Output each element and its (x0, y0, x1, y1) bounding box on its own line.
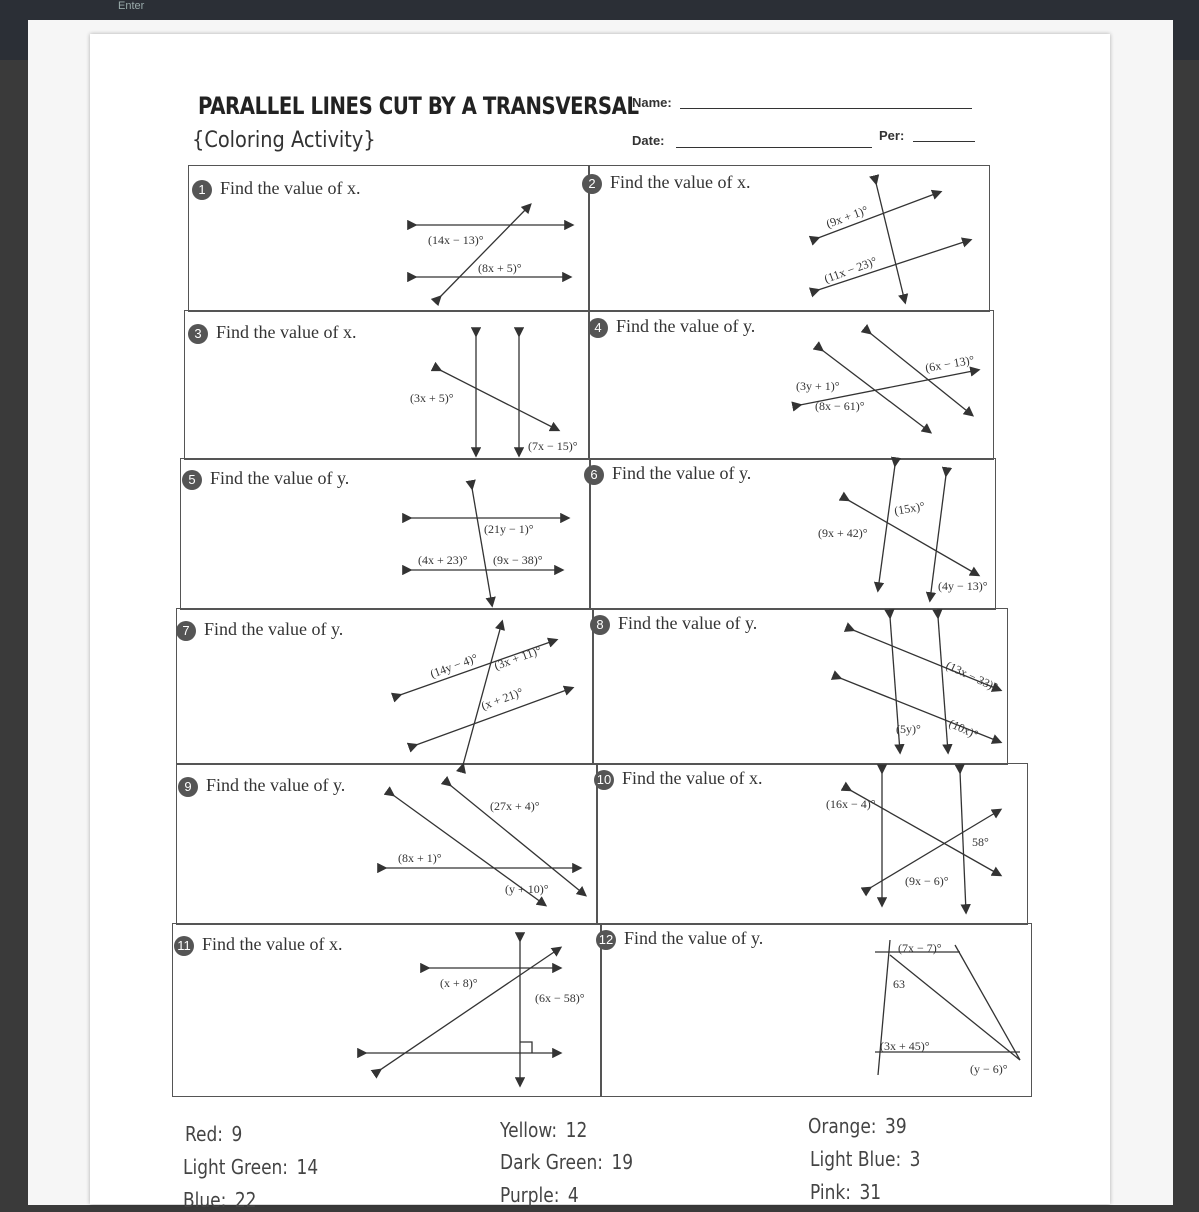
problem-text: Find the value of y. (210, 468, 350, 488)
angle-label: (10x)° (946, 716, 981, 742)
angle-label: (x + 8)° (440, 976, 478, 990)
problem-number-badge: 10 (594, 770, 614, 790)
angle-label: (9x + 1)° (824, 202, 870, 231)
worksheet-subtitle: {Coloring Activity} (192, 128, 376, 153)
color-key-item (183, 1188, 256, 1212)
problem-number-badge: 1 (192, 180, 212, 200)
angle-label: (14x − 13)° (428, 233, 484, 247)
color-key-label: Light Green: (183, 1155, 289, 1179)
angle-label: (7x − 7)° (898, 941, 942, 955)
color-key-item (183, 1155, 318, 1179)
angle-label: (11x − 23)° (822, 253, 879, 286)
angle-label: (3x + 5)° (410, 391, 454, 405)
color-key-label: Orange: (808, 1114, 877, 1138)
color-key-label: Purple: (500, 1183, 560, 1207)
name-label: Name: (632, 95, 672, 110)
date-label: Date: (632, 133, 665, 148)
color-key-value: 14 (296, 1155, 319, 1179)
angle-label: (4x + 23)° (418, 553, 468, 567)
angle-label: (4y − 13)° (938, 579, 988, 593)
problem-text: Find the value of x. (622, 768, 763, 788)
angle-label: (y + 10)° (505, 882, 549, 896)
angle-label: (27x + 4)° (490, 799, 540, 813)
problem-text: Find the value of y. (616, 316, 756, 336)
color-key-label: Dark Green: (500, 1150, 603, 1174)
problem-number-badge: 11 (174, 936, 194, 956)
color-key-value: 39 (885, 1114, 907, 1138)
angle-label: (13x − 33)° (943, 658, 1001, 695)
problem-number-badge: 5 (182, 470, 202, 490)
angle-label: (6x − 13)° (924, 352, 976, 375)
problem-text: Find the value of x. (610, 172, 751, 192)
angle-label: (6x − 58)° (535, 991, 585, 1005)
angle-label: (3x + 11)° (492, 642, 544, 673)
color-key-item (808, 1114, 907, 1138)
angle-label: 63 (893, 977, 905, 991)
enter-label: Enter (118, 0, 145, 12)
problem-number-badge: 9 (178, 777, 198, 797)
problem-text: Find the value of y. (204, 619, 344, 639)
color-key-label: Light Blue: (810, 1147, 902, 1171)
problem-number-badge: 6 (584, 465, 604, 485)
color-key-item (810, 1147, 921, 1171)
angle-label: (21y − 1)° (484, 522, 534, 536)
problem-number-badge: 3 (188, 324, 208, 344)
angle-label: (16x − 4)° (826, 797, 876, 811)
angle-label: 58° (972, 835, 989, 849)
problem-text: Find the value of x. (216, 322, 357, 342)
problem-number-badge: 12 (596, 930, 616, 950)
problem-number-badge: 4 (588, 318, 608, 338)
angle-label: (7x − 15)° (528, 439, 578, 453)
color-key-value: 4 (567, 1183, 579, 1207)
angle-label: (3y + 1)° (796, 379, 840, 393)
angle-label: (3x + 45)° (880, 1039, 930, 1053)
problem-number-badge: 2 (582, 174, 602, 194)
problem-text: Find the value of x. (220, 178, 361, 198)
color-key-label: Blue: (183, 1188, 227, 1212)
per-label: Per: (879, 128, 905, 143)
worksheet-title: PARALLEL LINES CUT BY A TRANSVERSAL (198, 92, 639, 120)
color-key-value: 31 (859, 1180, 882, 1204)
angle-label: (15x)° (893, 498, 926, 518)
color-key-value: 22 (234, 1188, 257, 1212)
angle-label: (y − 6)° (970, 1062, 1008, 1076)
color-key-value: 3 (909, 1147, 921, 1171)
color-key-label: Pink: (810, 1180, 851, 1204)
angle-label: (9x − 38)° (493, 553, 543, 567)
problem-text: Find the value of y. (612, 463, 752, 483)
angle-label: (8x + 5)° (478, 261, 522, 275)
color-key-value: 19 (611, 1150, 634, 1174)
color-key-item (500, 1150, 633, 1174)
angle-label: (9x − 6)° (905, 874, 949, 888)
color-key-value: 9 (231, 1122, 243, 1146)
angle-label: (x + 21)° (479, 684, 525, 713)
problem-number-badge: 7 (176, 621, 196, 641)
color-key-item (500, 1183, 579, 1207)
problem-text: Find the value of y. (618, 613, 758, 633)
angle-label: (14y − 4)° (428, 650, 480, 681)
angle-label: (8x − 61)° (815, 399, 865, 413)
problem-text: Find the value of x. (202, 934, 343, 954)
color-key-item (185, 1122, 242, 1146)
problem-text: Find the value of y. (206, 775, 346, 795)
angle-label: (9x + 42)° (818, 526, 868, 540)
color-key-label: Yellow: (500, 1118, 558, 1142)
color-key-item (810, 1180, 881, 1204)
angle-label: (5y)° (896, 722, 921, 736)
problem-number-badge: 8 (590, 615, 610, 635)
angle-label: (8x + 1)° (398, 851, 442, 865)
color-key-value: 12 (565, 1118, 588, 1142)
color-key-item (500, 1118, 587, 1142)
color-key-label: Red: (185, 1122, 224, 1146)
problem-text: Find the value of y. (624, 928, 764, 948)
